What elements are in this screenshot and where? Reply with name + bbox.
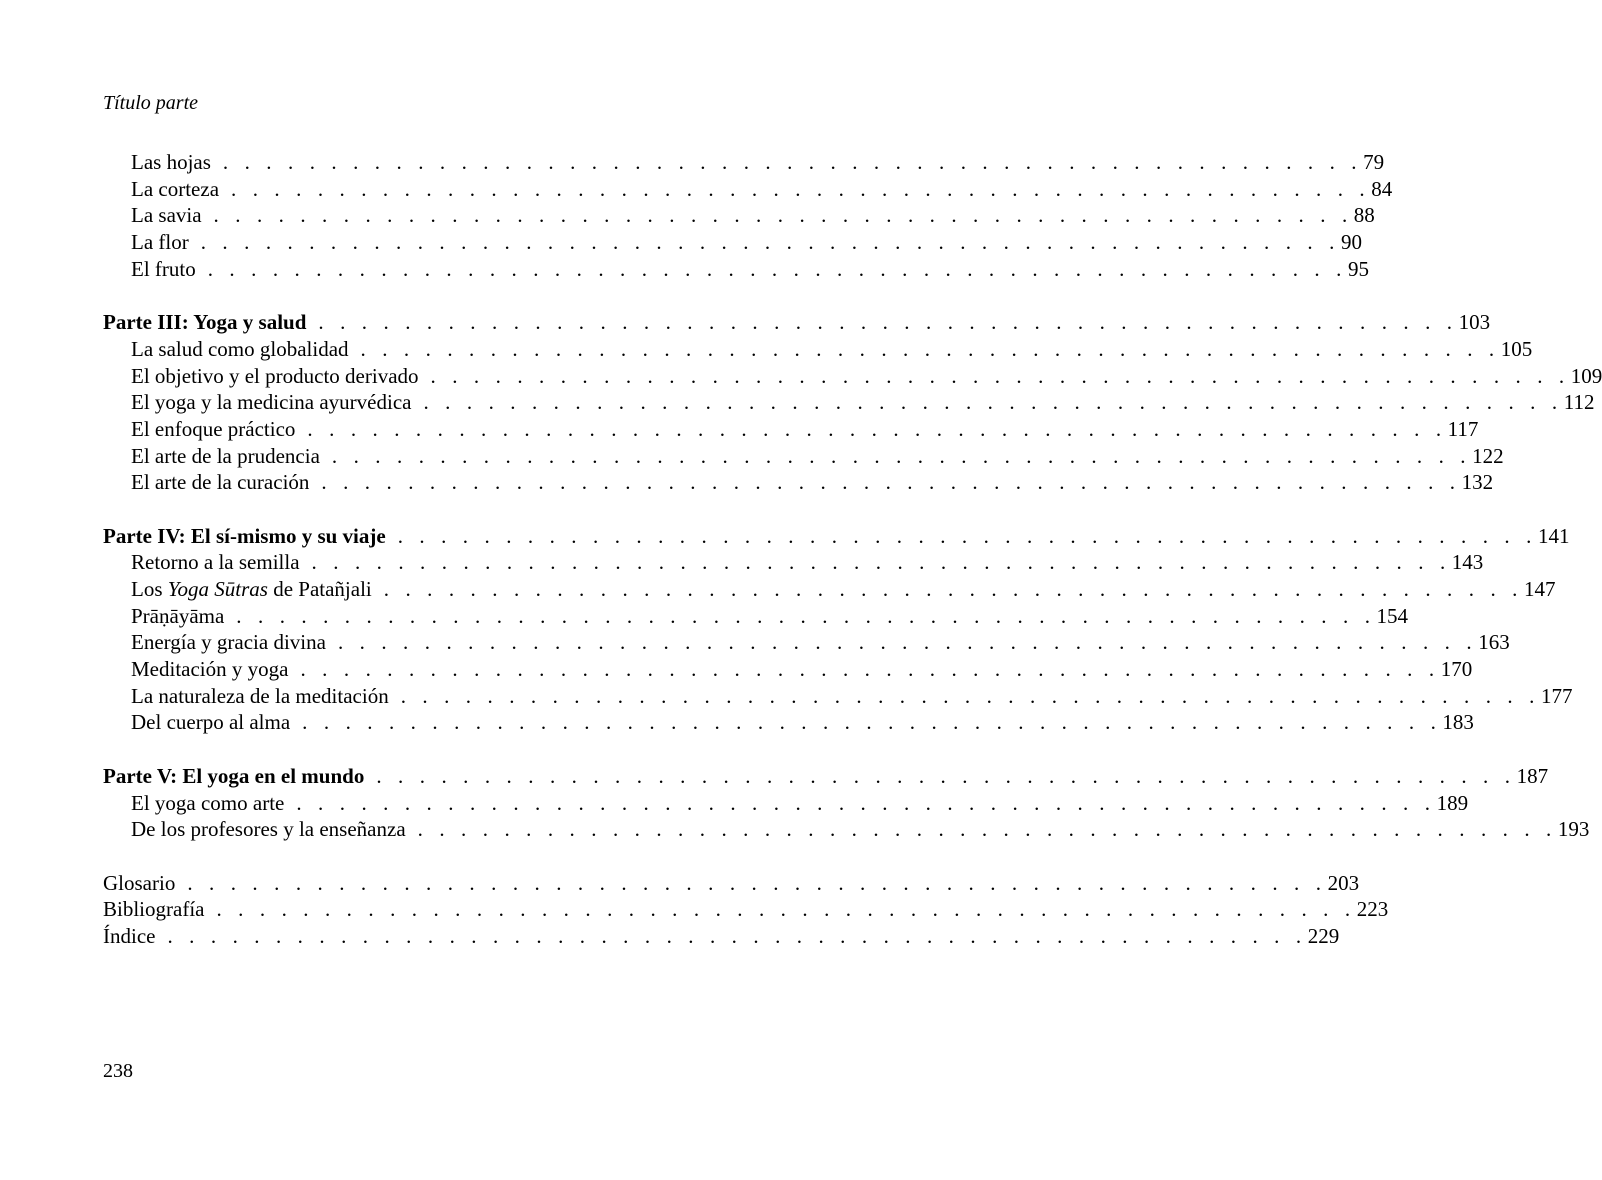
- toc-entry: [103, 709, 1474, 736]
- toc-entry-title: La corteza: [131, 176, 220, 201]
- toc-entry-page: 122: [1472, 443, 1504, 468]
- toc-leader-dots: . . . . . . . . . . . . . . . . . . . . . . . . . . . . . . . . . . . . . . . . . . . . . . . . . . . . .: [213, 203, 1353, 228]
- toc-entry-page: 170: [1440, 657, 1473, 682]
- toc-entry: [103, 790, 1469, 817]
- toc-entry: [103, 443, 1504, 470]
- toc-entry-page: 229: [1307, 923, 1340, 948]
- toc-entry: [103, 576, 1556, 603]
- toc-entry-title: Bibliografía: [103, 897, 205, 922]
- toc-entry-title: El fruto: [131, 256, 196, 281]
- toc-entry-title: Meditación y yoga: [131, 657, 289, 682]
- toc-entry-title: El objetivo y el producto derivado: [131, 363, 419, 388]
- toc-entry-title: El yoga y la medicina ayurvédica: [131, 390, 412, 415]
- toc-entry-page: 223: [1356, 897, 1389, 922]
- toc-entry-title: Energía y gracia divina: [131, 630, 326, 655]
- toc-entry-page: 105: [1500, 336, 1533, 361]
- toc-leader-dots: . . . . . . . . . . . . . . . . . . . . . . . . . . . . . . . . . . . . . . . . . . . . . . . . . . . . .: [187, 870, 1327, 895]
- toc-entry-title: Retorno a la semilla: [131, 550, 300, 575]
- toc-entry: [103, 816, 1590, 843]
- toc-entry: [103, 176, 1393, 203]
- toc-entry: [103, 923, 1340, 950]
- toc-entry-page: 147: [1524, 577, 1556, 601]
- toc-leader-dots: . . . . . . . . . . . . . . . . . . . . . . . . . . . . . . . . . . . . . . . . . . . . . . . . . . . . .: [231, 176, 1371, 201]
- toc-entry-title: Parte V: El yoga en el mundo: [103, 763, 365, 788]
- toc-entry-title: El arte de la curación: [131, 470, 310, 495]
- toc-part-heading: [103, 523, 1570, 550]
- toc-entry: [103, 656, 1473, 683]
- toc-entry: [103, 603, 1409, 630]
- toc-entry: [103, 202, 1375, 229]
- toc-entry-title: Las hojas: [131, 150, 211, 174]
- toc-leader-dots: . . . . . . . . . . . . . . . . . . . . . . . . . . . . . . . . . . . . . . . . . . . . . . . . . . . . .: [300, 657, 1440, 682]
- toc-entry-page: 177: [1540, 683, 1573, 708]
- toc-leader-dots: . . . . . . . . . . . . . . . . . . . . . . . . . . . . . . . . . . . . . . . . . . . . . . . . . . . . .: [307, 416, 1447, 441]
- toc-leader-dots: . . . . . . . . . . . . . . . . . . . . . . . . . . . . . . . . . . . . . . . . . . . . . . . . . . . . .: [236, 603, 1376, 628]
- toc-leader-dots: . . . . . . . . . . . . . . . . . . . . . . . . . . . . . . . . . . . . . . . . . . . . . . . . . . . . .: [397, 523, 1537, 548]
- toc-entry-page: 189: [1436, 790, 1469, 815]
- toc-leader-dots: . . . . . . . . . . . . . . . . . . . . . . . . . . . . . . . . . . . . . . . . . . . . . . . . . . . . .: [376, 763, 1516, 788]
- toc-entry: [103, 416, 1479, 443]
- toc-leader-dots: . . . . . . . . . . . . . . . . . . . . . . . . . . . . . . . . . . . . . . . . . . . . . . . . . . . . .: [423, 390, 1563, 415]
- toc-leader-dots: . . . . . . . . . . . . . . . . . . . . . . . . . . . . . . . . . . . . . . . . . . . . . . . . . . . . .: [417, 817, 1557, 842]
- toc-entry-title: Parte IV: El sí-mismo y su viaje: [103, 523, 386, 548]
- toc-entry: [103, 683, 1573, 710]
- toc-entry-title: El yoga como arte: [131, 790, 285, 815]
- toc-leader-dots: . . . . . . . . . . . . . . . . . . . . . . . . . . . . . . . . . . . . . . . . . . . . . . . . . . . . .: [200, 230, 1340, 255]
- toc-leader-dots: . . . . . . . . . . . . . . . . . . . . . . . . . . . . . . . . . . . . . . . . . . . . . . . . . . . . .: [321, 470, 1461, 495]
- toc-entry: [103, 363, 1602, 390]
- page-number: 238: [103, 1060, 133, 1082]
- toc-entry-title: Índice: [103, 923, 156, 948]
- toc-entry-page: 163: [1478, 630, 1510, 655]
- toc-entry: [103, 336, 1533, 363]
- running-head: Título parte: [103, 92, 199, 114]
- toc-entry-page: 79: [1363, 150, 1385, 174]
- toc-entry-title: El enfoque práctico: [131, 416, 296, 441]
- toc-leader-dots: . . . . . . . . . . . . . . . . . . . . . . . . . . . . . . . . . . . . . . . . . . . . . . . . . . . . .: [296, 790, 1436, 815]
- toc-entry-page: 112: [1563, 390, 1595, 415]
- table-of-contents: [103, 149, 1602, 950]
- toc-entry-page: 88: [1353, 203, 1375, 228]
- toc-leader-dots: . . . . . . . . . . . . . . . . . . . . . . . . . . . . . . . . . . . . . . . . . . . . . . . . . . . . .: [302, 710, 1442, 735]
- toc-entry: [103, 629, 1510, 656]
- toc-entry-title: De los profesores y la enseñanza: [131, 817, 406, 842]
- toc-leader-dots: . . . . . . . . . . . . . . . . . . . . . . . . . . . . . . . . . . . . . . . . . . . . . . . . . . . . .: [311, 550, 1451, 575]
- toc-leader-dots: . . . . . . . . . . . . . . . . . . . . . . . . . . . . . . . . . . . . . . . . . . . . . . . . . . . . .: [318, 310, 1458, 335]
- toc-leader-dots: . . . . . . . . . . . . . . . . . . . . . . . . . . . . . . . . . . . . . . . . . . . . . . . . . . . . .: [360, 336, 1500, 361]
- toc-entry-title: La flor: [131, 230, 189, 255]
- toc-entry-title-italic: Yoga Sūtras: [167, 577, 268, 601]
- toc-entry-page: 109: [1570, 363, 1602, 388]
- toc-entry-title-part: de Patañjali: [267, 577, 372, 601]
- toc-entry-page: 90: [1340, 230, 1362, 255]
- toc-leader-dots: . . . . . . . . . . . . . . . . . . . . . . . . . . . . . . . . . . . . . . . . . . . . . . . . . . . . .: [167, 923, 1307, 948]
- toc-entry-title: La salud como globalidad: [131, 336, 349, 361]
- toc-entry: [103, 229, 1362, 256]
- toc-part-heading: [103, 309, 1491, 336]
- toc-leader-dots: . . . . . . . . . . . . . . . . . . . . . . . . . . . . . . . . . . . . . . . . . . . . . . . . . . . . .: [337, 630, 1478, 655]
- toc-entry-title: El arte de la prudencia: [131, 443, 320, 468]
- toc-leader-dots: . . . . . . . . . . . . . . . . . . . . . . . . . . . . . . . . . . . . . . . . . . . . . . . . . . . . .: [400, 683, 1540, 708]
- toc-entry-page: 203: [1327, 870, 1360, 895]
- toc-entry-title: La savia: [131, 203, 202, 228]
- toc-leader-dots: . . . . . . . . . . . . . . . . . . . . . . . . . . . . . . . . . . . . . . . . . . . . . . . . . . . . .: [222, 150, 1363, 174]
- toc-part-heading: [103, 763, 1549, 790]
- toc-entry-page: 143: [1451, 550, 1484, 575]
- toc-entry-page: 117: [1447, 416, 1479, 441]
- toc-entry-page: 141: [1537, 523, 1570, 548]
- toc-entry: [103, 870, 1360, 897]
- toc-entry-page: 193: [1557, 817, 1590, 842]
- toc-leader-dots: . . . . . . . . . . . . . . . . . . . . . . . . . . . . . . . . . . . . . . . . . . . . . . . . . . . . .: [216, 897, 1356, 922]
- toc-leader-dots: . . . . . . . . . . . . . . . . . . . . . . . . . . . . . . . . . . . . . . . . . . . . . . . . . . . . .: [383, 577, 1523, 601]
- toc-entry-page: 95: [1347, 256, 1369, 281]
- toc-entry: [103, 549, 1484, 576]
- toc-entry: [103, 896, 1389, 923]
- toc-entry: [103, 256, 1369, 283]
- toc-entry: [103, 469, 1494, 496]
- toc-entry-title: Glosario: [103, 870, 176, 895]
- toc-entry-page: 187: [1516, 763, 1549, 788]
- toc-entry-title-part: Los: [131, 577, 168, 601]
- toc-entry-page: 84: [1371, 176, 1393, 201]
- toc-leader-dots: . . . . . . . . . . . . . . . . . . . . . . . . . . . . . . . . . . . . . . . . . . . . . . . . . . . . .: [331, 443, 1472, 468]
- toc-entry-title: Del cuerpo al alma: [131, 710, 291, 735]
- toc-leader-dots: . . . . . . . . . . . . . . . . . . . . . . . . . . . . . . . . . . . . . . . . . . . . . . . . . . . . .: [430, 363, 1570, 388]
- toc-entry-title: Prāṇāyāma: [131, 603, 225, 628]
- toc-entry-page: 183: [1442, 710, 1474, 735]
- toc-entry: [103, 149, 1385, 176]
- toc-entry-title: [131, 576, 384, 603]
- toc-leader-dots: . . . . . . . . . . . . . . . . . . . . . . . . . . . . . . . . . . . . . . . . . . . . . . . . . . . . .: [207, 256, 1347, 281]
- toc-entry-page: 132: [1461, 470, 1494, 495]
- toc-entry-title: Parte III: Yoga y salud: [103, 310, 307, 335]
- toc-entry-title: La naturaleza de la meditación: [131, 683, 389, 708]
- toc-entry: [103, 389, 1595, 416]
- toc-entry-page: 103: [1458, 310, 1491, 335]
- toc-entry-page: 154: [1376, 603, 1409, 628]
